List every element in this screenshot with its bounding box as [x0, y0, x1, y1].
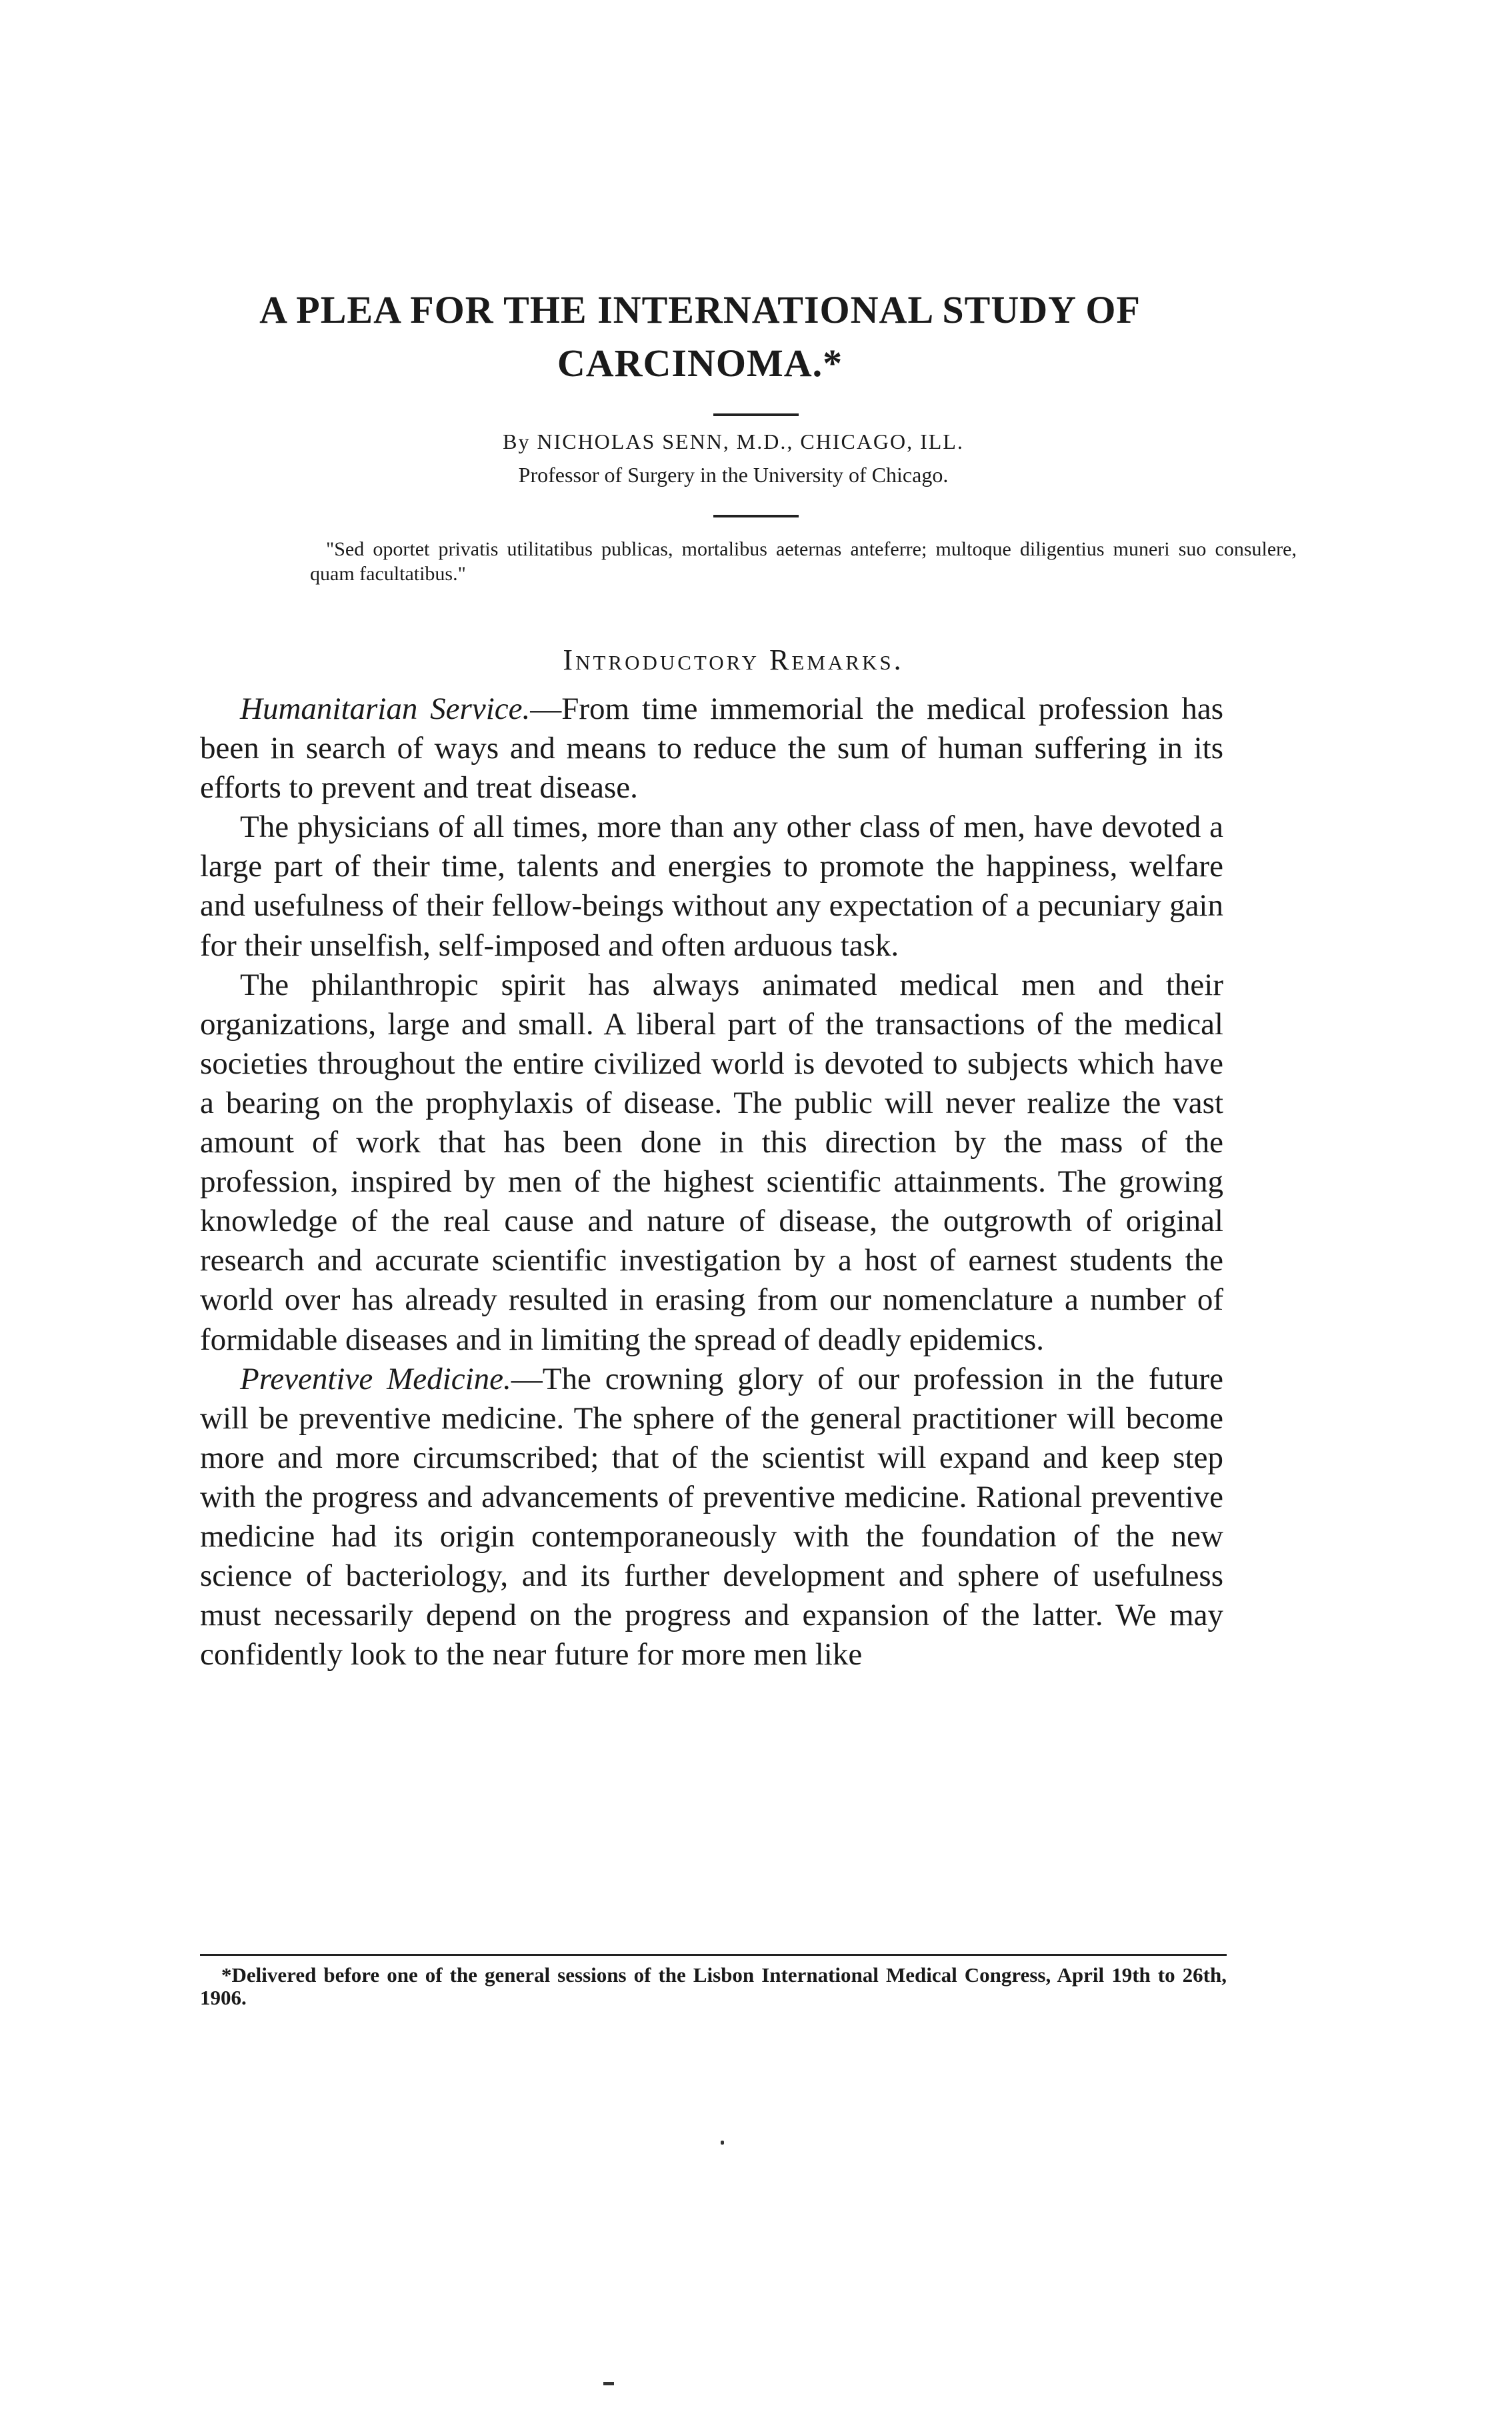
footnote: *Delivered before one of the general sessions of the Lisbon International Medical Congress, April 19th to 26th, 1906. [200, 1963, 1227, 2009]
paragraph-lead: Preventive Medicine. [240, 1361, 511, 1396]
footnote-rule [200, 1954, 1227, 1956]
paragraph-lead: Humanitarian Service. [240, 692, 531, 726]
scan-speck [721, 2141, 724, 2145]
article-title [167, 283, 1233, 390]
title-line-2: CARCINOMA.* [557, 341, 843, 385]
article-body [200, 690, 1223, 1674]
title-line-1: A PLEA FOR THE INTERNATIONAL STUDY OF [259, 288, 1141, 331]
paragraph-philanthropic-spirit [200, 966, 1223, 1360]
paragraph-text: —The crowning glory of our profession in the future will be preventive medicine. The sphere of the general practitioner will become more and more circumscribed; that of the scientist will expand and keep step with the progress and advancements of preventive medicine. Rational preventive medicine had its origin contemporaneously with the foundation of the new science of bacteriology, and its further development and sphere of usefulness must necessarily depend on the progress and expansion of the latter. We may confidently look to the near future for more men like [200, 1361, 1223, 1672]
scan-speck [603, 2382, 614, 2385]
paragraph-physicians [200, 808, 1223, 965]
paragraph-text: —From time immemorial the medical profession has been in search of ways and means to reduce the sum of human suffering in its efforts to prevent and treat disease. [200, 692, 1223, 806]
paragraph-preventive-medicine [200, 1360, 1223, 1675]
paragraph-text: The philanthropic spirit has always animated medical men and their organizations, large and small. A liberal part of the transactions of the medical societies throughout the entire civilized world is devoted to subjects which have a bearing on the prophylaxis of disease. The public will never realize the vast amount of work that has been done in this direction by the mass of the profession, inspired by men of the highest scientific attainments. The growing knowledge of the real cause and nature of disease, the outgrowth of original research and accurate scientific investigation by a host of earnest students the world over has already resulted in erasing from our nomenclature a number of formidable diseases and in limiting the spread of deadly epidemics. [200, 967, 1223, 1357]
paragraph-text: The physicians of all times, more than any other class of men, have devoted a large part of their time, talents and energies to promote the happiness, welfare and usefulness of their fellow-beings without any expectation of a pecuniary gain for their unselfish, self-imposed and often arduous task. [200, 810, 1223, 963]
paragraph-humanitarian-service [200, 690, 1223, 808]
latin-epigraph: "Sed oportet privatis utilitatibus publicas, mortalibus aeternas anteferre; multoque diligentius muneri suo consulere, quam facultatibus." [310, 538, 1297, 585]
author-byline: By NICHOLAS SENN, M.D., CHICAGO, ILL. [503, 429, 964, 453]
author-affiliation: Professor of Surgery in the University of Chicago. [518, 463, 949, 487]
byline-rule [713, 515, 799, 517]
title-rule [713, 413, 799, 416]
section-heading: Introductory Remarks. [563, 644, 904, 676]
